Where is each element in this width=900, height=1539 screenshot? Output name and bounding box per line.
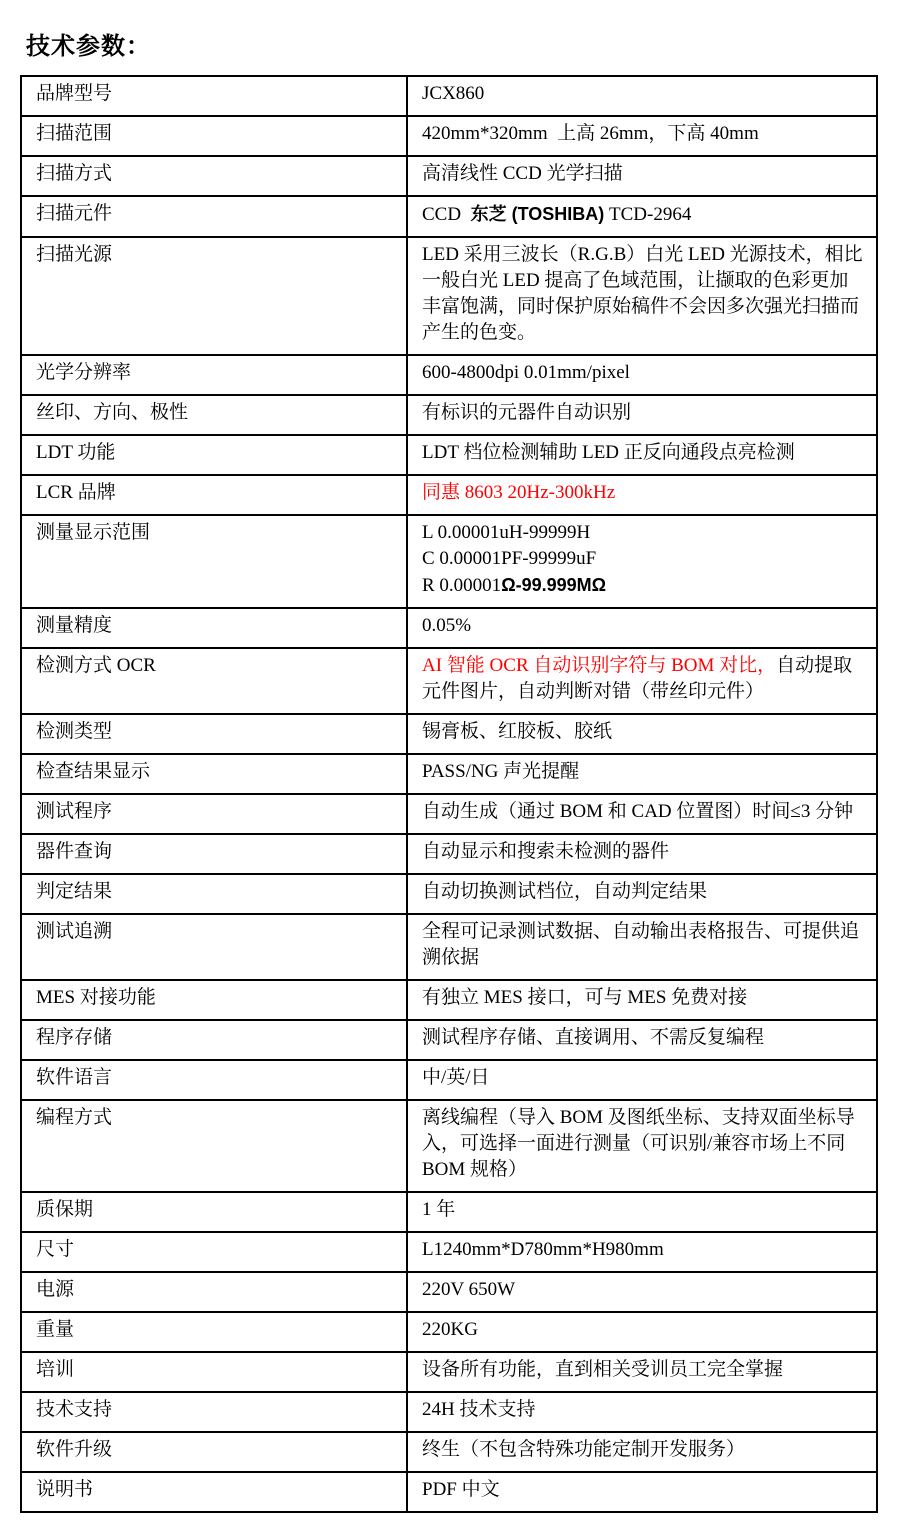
table-row [21, 794, 877, 834]
spec-label: 检测类型 [21, 714, 407, 754]
table-row [21, 914, 877, 980]
spec-label: 测量显示范围 [21, 515, 407, 608]
spec-value-line [422, 1437, 864, 1463]
value-text: 600-4800dpi 0.01mm/pixel [422, 362, 630, 383]
spec-value [407, 76, 877, 116]
spec-value-line [422, 919, 864, 971]
table-row [21, 116, 877, 156]
value-text: 220KG [422, 1319, 478, 1340]
table-row [21, 714, 877, 754]
spec-label: 软件语言 [21, 1060, 407, 1100]
table-row [21, 1192, 877, 1232]
table-row [21, 1472, 877, 1512]
spec-value-line [422, 1477, 864, 1503]
spec-value-line [422, 719, 864, 745]
spec-value [407, 237, 877, 355]
spec-value-line [422, 1237, 864, 1263]
spec-value-line [422, 440, 864, 466]
value-text: 0.05% [422, 615, 472, 636]
value-text: 自动生成（通过 BOM 和 CAD 位置图）时间≤3 分钟 [422, 801, 854, 822]
table-row [21, 156, 877, 196]
spec-label: 软件升级 [21, 1432, 407, 1472]
table-row [21, 1020, 877, 1060]
value-text: LED 采用三波长（R.G.B）白光 LED 光源技术，相比一般白光 LED 提高了色域范围，让撷取的色彩更加丰富饱满，同时保护原始稿件不会因多次强光扫描而产生的色变。 [422, 244, 863, 343]
spec-label: 技术支持 [21, 1392, 407, 1432]
table-row [21, 1432, 877, 1472]
spec-value-line [422, 81, 864, 107]
spec-value-line [422, 360, 864, 386]
spec-value-line [422, 759, 864, 785]
value-text: 终生（不包含特殊功能定制开发服务） [422, 1439, 746, 1460]
spec-value [407, 834, 877, 874]
value-text: 东芝 (TOSHIBA) [470, 204, 605, 224]
table-row [21, 1312, 877, 1352]
highlighted-text: 同惠 8603 20Hz-300kHz [422, 482, 616, 503]
spec-value [407, 608, 877, 648]
spec-value [407, 196, 877, 237]
spec-label: 扫描范围 [21, 116, 407, 156]
table-row [21, 1392, 877, 1432]
spec-value [407, 1232, 877, 1272]
spec-label: 器件查询 [21, 834, 407, 874]
table-row [21, 435, 877, 475]
spec-value-line [422, 1065, 864, 1091]
value-text: LDT 档位检测辅助 LED 正反向通段点亮检测 [422, 442, 795, 463]
spec-value-line [422, 1197, 864, 1223]
spec-label: 检查结果显示 [21, 754, 407, 794]
value-text: L 0.00001uH-99999H [422, 522, 591, 543]
table-row [21, 475, 877, 515]
spec-label: 培训 [21, 1352, 407, 1392]
value-text: 高清线性 CCD 光学扫描 [422, 163, 623, 184]
spec-value-line [422, 1397, 864, 1423]
spec-value [407, 914, 877, 980]
spec-value [407, 1272, 877, 1312]
spec-label: MES 对接功能 [21, 980, 407, 1020]
value-text: 有标识的元器件自动识别 [422, 402, 632, 423]
spec-label: 说明书 [21, 1472, 407, 1512]
spec-value-line [422, 121, 864, 147]
spec-label: 质保期 [21, 1192, 407, 1232]
spec-label: 扫描光源 [21, 237, 407, 355]
value-text: R 0.00001 [422, 575, 502, 596]
spec-value-line [422, 653, 864, 705]
value-text: 测试程序存储、直接调用、不需反复编程 [422, 1027, 765, 1048]
spec-value [407, 395, 877, 435]
value-text: 中/英/日 [422, 1067, 490, 1088]
table-row [21, 980, 877, 1020]
spec-value-line [422, 1357, 864, 1383]
spec-value-line [422, 879, 864, 905]
table-row [21, 237, 877, 355]
value-text: L1240mm*D780mm*H980mm [422, 1239, 664, 1260]
spec-value-line [422, 400, 864, 426]
table-row [21, 608, 877, 648]
value-text: 24H 技术支持 [422, 1399, 536, 1420]
spec-label: 检测方式 OCR [21, 648, 407, 714]
spec-label: 判定结果 [21, 874, 407, 914]
table-row [21, 1100, 877, 1192]
spec-value [407, 1432, 877, 1472]
spec-value-line [422, 985, 864, 1011]
spec-value [407, 714, 877, 754]
spec-value-line [422, 1105, 864, 1183]
spec-value [407, 754, 877, 794]
value-text: Ω-99.999MΩ [501, 575, 607, 595]
spec-value [407, 355, 877, 395]
table-row [21, 395, 877, 435]
spec-table [20, 75, 878, 1513]
value-text: 全程可记录测试数据、自动输出表格报告、可提供追溯依据 [422, 921, 860, 968]
spec-label: 重量 [21, 1312, 407, 1352]
spec-value [407, 1352, 877, 1392]
spec-label: 品牌型号 [21, 76, 407, 116]
spec-label: LCR 品牌 [21, 475, 407, 515]
spec-value-line [422, 1025, 864, 1051]
spec-value [407, 874, 877, 914]
spec-value-line [422, 480, 864, 506]
spec-label: 扫描方式 [21, 156, 407, 196]
spec-value [407, 1192, 877, 1232]
spec-value [407, 648, 877, 714]
value-text: CCD [422, 204, 471, 225]
spec-value-line [422, 161, 864, 187]
spec-label: 丝印、方向、极性 [21, 395, 407, 435]
value-text: 420mm*320mm 上高 26mm，下高 40mm [422, 123, 759, 144]
spec-label: 光学分辨率 [21, 355, 407, 395]
spec-value-line [422, 242, 864, 346]
spec-label: 电源 [21, 1272, 407, 1312]
spec-label: 扫描元件 [21, 196, 407, 237]
value-text: 有独立 MES 接口，可与 MES 免费对接 [422, 987, 748, 1008]
spec-value-line [422, 201, 864, 228]
spec-value [407, 156, 877, 196]
spec-label: 测量精度 [21, 608, 407, 648]
value-text: 设备所有功能，直到相关受训员工完全掌握 [422, 1359, 784, 1380]
table-row [21, 196, 877, 237]
spec-value [407, 515, 877, 608]
table-row [21, 648, 877, 714]
value-text: 220V 650W [422, 1279, 516, 1300]
spec-value [407, 116, 877, 156]
value-text: 1 年 [422, 1199, 456, 1220]
value-text: 自动显示和搜索未检测的器件 [422, 841, 670, 862]
table-row [21, 1060, 877, 1100]
table-row [21, 1272, 877, 1312]
spec-label: 测试追溯 [21, 914, 407, 980]
value-text: JCX860 [422, 83, 485, 104]
spec-value [407, 1312, 877, 1352]
table-row [21, 76, 877, 116]
spec-value-line [422, 799, 864, 825]
highlighted-text: AI 智能 OCR 自动识别字符与 BOM 对比， [422, 655, 777, 676]
spec-value-line [422, 839, 864, 865]
value-text: 自动切换测试档位，自动判定结果 [422, 881, 708, 902]
spec-label: 程序存储 [21, 1020, 407, 1060]
spec-label: 测试程序 [21, 794, 407, 834]
table-row [21, 874, 877, 914]
table-row [21, 355, 877, 395]
spec-value [407, 1020, 877, 1060]
spec-value [407, 475, 877, 515]
spec-label: LDT 功能 [21, 435, 407, 475]
value-text: PDF 中文 [422, 1479, 500, 1500]
spec-label: 尺寸 [21, 1232, 407, 1272]
value-text: C 0.00001PF-99999uF [422, 548, 597, 569]
spec-value [407, 435, 877, 475]
spec-value-line [422, 613, 864, 639]
spec-value-line [422, 1277, 864, 1303]
spec-value [407, 1472, 877, 1512]
value-text: 锡膏板、红胶板、胶纸 [422, 721, 613, 742]
spec-value [407, 1392, 877, 1432]
spec-table-body [21, 76, 877, 1512]
table-row [21, 754, 877, 794]
value-text: PASS/NG 声光提醒 [422, 761, 580, 782]
spec-value-line [422, 546, 864, 572]
spec-value [407, 1060, 877, 1100]
page-title: 技术参数： [26, 34, 151, 60]
table-row [21, 515, 877, 608]
spec-value-line [422, 1317, 864, 1343]
table-row [21, 834, 877, 874]
spec-value-line [422, 520, 864, 546]
value-text: TCD-2964 [604, 204, 692, 225]
value-text: 自动提取元件图片，自动判断对错（带丝印元件） [422, 655, 853, 702]
table-row [21, 1232, 877, 1272]
spec-value [407, 794, 877, 834]
spec-label: 编程方式 [21, 1100, 407, 1192]
spec-value [407, 1100, 877, 1192]
value-text: 离线编程（导入 BOM 及图纸坐标、支持双面坐标导入，可选择一面进行测量（可识别/兼容市场上不同 BOM 规格） [422, 1107, 855, 1180]
spec-value [407, 980, 877, 1020]
spec-value-line [422, 572, 864, 599]
table-row [21, 1352, 877, 1392]
